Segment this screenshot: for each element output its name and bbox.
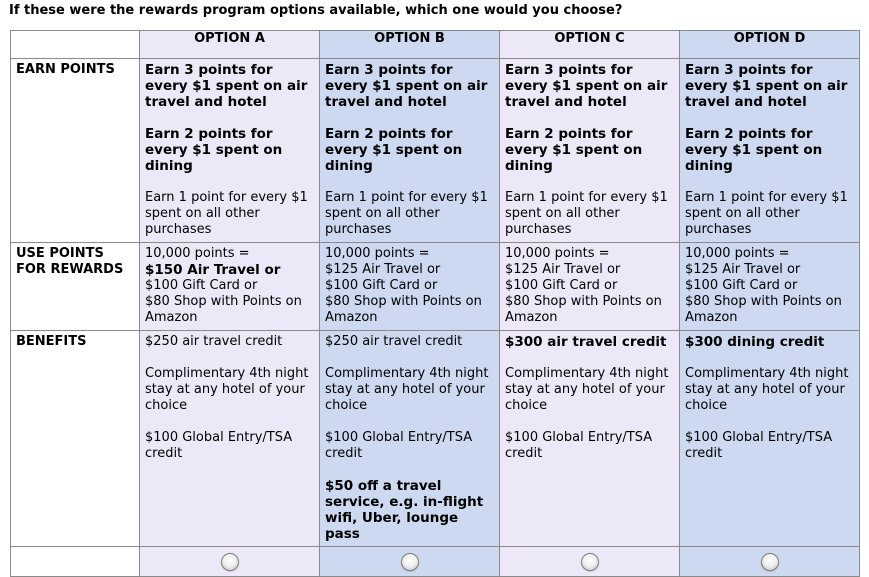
amazon-value: $80 Shop with Points on Amazon	[145, 294, 302, 325]
air-travel-value: $125 Air Travel or	[325, 262, 441, 277]
global-entry-text: $100 Global Entry/TSA credit	[685, 430, 833, 461]
header-option-b: OPTION B	[320, 31, 500, 59]
earn-3x-text: Earn 3 points for every $1 spent on air travel and hotel	[505, 62, 668, 110]
earn-3x-text: Earn 3 points for every $1 spent on air travel and hotel	[685, 62, 848, 110]
header-option-c: OPTION C	[500, 31, 680, 59]
option-d-radio[interactable]	[761, 553, 779, 571]
points-amount: 10,000 points =	[685, 246, 790, 261]
gift-card-value: $100 Gift Card or	[145, 278, 258, 293]
amazon-value: $80 Shop with Points on Amazon	[325, 294, 482, 325]
air-travel-value: $125 Air Travel or	[685, 262, 801, 277]
use-points-row	[11, 243, 860, 331]
option-b-benefits-cell	[320, 331, 500, 547]
hotel-night-text: Complimentary 4th night stay at any hotel of your choice	[325, 366, 489, 413]
earn-2x-text: Earn 2 points for every $1 spent on dining	[325, 126, 463, 174]
option-a-radio[interactable]	[221, 553, 239, 571]
option-a-benefits-cell	[140, 331, 320, 547]
amazon-value: $80 Shop with Points on Amazon	[685, 294, 842, 325]
hotel-night-text: Complimentary 4th night stay at any hotel of your choice	[505, 366, 669, 413]
earn-2x-text: Earn 2 points for every $1 spent on dining	[145, 126, 283, 174]
points-amount: 10,000 points =	[325, 246, 430, 261]
global-entry-text: $100 Global Entry/TSA credit	[505, 430, 653, 461]
global-entry-text: $100 Global Entry/TSA credit	[325, 430, 473, 461]
option-c-use-cell	[500, 243, 680, 331]
earn-3x-text: Earn 3 points for every $1 spent on air travel and hotel	[325, 62, 488, 110]
amazon-value: $80 Shop with Points on Amazon	[505, 294, 662, 325]
option-d-use-cell	[680, 243, 860, 331]
gift-card-value: $100 Gift Card or	[505, 278, 618, 293]
row-label-use-points	[11, 243, 140, 331]
travel-service-text: $50 off a travel service, e.g. in-flight wifi, Uber, lounge pass	[325, 478, 484, 542]
option-d-radio-cell	[680, 547, 860, 577]
selection-row	[11, 547, 860, 577]
header-option-a: OPTION A	[140, 31, 320, 59]
earn-1x-text: Earn 1 point for every $1 spent on all other purchases	[685, 190, 848, 237]
option-c-earn-cell	[500, 59, 680, 243]
travel-credit-text: $250 air travel credit	[145, 334, 283, 349]
option-b-use-cell	[320, 243, 500, 331]
option-b-radio-cell	[320, 547, 500, 577]
survey-question: If these were the rewards program options available, which one would you choose?	[9, 3, 623, 18]
option-c-radio-cell	[500, 547, 680, 577]
option-a-use-cell	[140, 243, 320, 331]
option-b-earn-cell	[320, 59, 500, 243]
option-c-radio[interactable]	[581, 553, 599, 571]
row-label-benefits: BENEFITS	[11, 331, 140, 547]
air-travel-value: $150 Air Travel or	[145, 262, 281, 278]
option-a-earn-cell	[140, 59, 320, 243]
points-amount: 10,000 points =	[505, 246, 610, 261]
option-d-earn-cell	[680, 59, 860, 243]
earn-1x-text: Earn 1 point for every $1 spent on all other purchases	[505, 190, 668, 237]
row-label-use-line2: FOR REWARDS	[16, 262, 124, 277]
row-label-use-line1: USE POINTS	[16, 246, 104, 261]
dining-credit-text: $300 dining credit	[685, 334, 825, 350]
selection-label-blank	[11, 547, 140, 577]
hotel-night-text: Complimentary 4th night stay at any hotel of your choice	[145, 366, 309, 413]
option-a-radio-cell	[140, 547, 320, 577]
earn-3x-text: Earn 3 points for every $1 spent on air travel and hotel	[145, 62, 308, 110]
travel-credit-text: $250 air travel credit	[325, 334, 463, 349]
earn-1x-text: Earn 1 point for every $1 spent on all other purchases	[145, 190, 308, 237]
option-c-benefits-cell	[500, 331, 680, 547]
travel-credit-text: $300 air travel credit	[505, 334, 667, 350]
hotel-night-text: Complimentary 4th night stay at any hotel of your choice	[685, 366, 849, 413]
gift-card-value: $100 Gift Card or	[685, 278, 798, 293]
header-blank	[11, 31, 140, 59]
options-table	[10, 30, 860, 577]
air-travel-value: $125 Air Travel or	[505, 262, 621, 277]
earn-2x-text: Earn 2 points for every $1 spent on dining	[505, 126, 643, 174]
earn-1x-text: Earn 1 point for every $1 spent on all other purchases	[325, 190, 488, 237]
header-option-d: OPTION D	[680, 31, 860, 59]
row-label-earn-points: EARN POINTS	[11, 59, 140, 243]
earn-points-row	[11, 59, 860, 243]
points-amount: 10,000 points =	[145, 246, 250, 261]
option-d-benefits-cell	[680, 331, 860, 547]
option-b-radio[interactable]	[401, 553, 419, 571]
earn-2x-text: Earn 2 points for every $1 spent on dining	[685, 126, 823, 174]
gift-card-value: $100 Gift Card or	[325, 278, 438, 293]
global-entry-text: $100 Global Entry/TSA credit	[145, 430, 293, 461]
benefits-row	[11, 331, 860, 547]
header-row	[11, 31, 860, 59]
